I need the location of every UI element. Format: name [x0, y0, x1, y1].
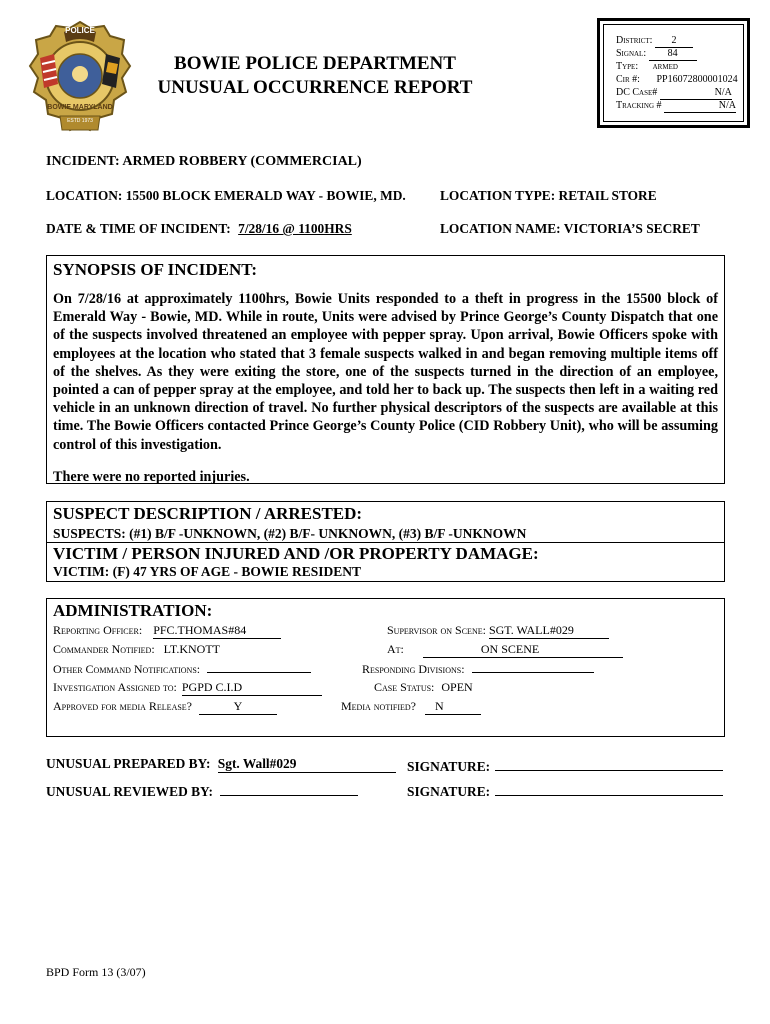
- report-title: [150, 52, 480, 100]
- signal-value: 84: [649, 48, 697, 61]
- synopsis-text: On 7/28/16 at approximately 1100hrs, Bowie Units responded to a theft in progress in the 15500 block of Emerald Way - Bowie, MD. While in route, Units were advised by Prince George’s County Dispatch that one of the suspects involved threatened an employee with pepper spray. Upon arrival, Bowie Officers spoke with employees at the location who stated that 3 female suspects walked in and began removing multiple items off of the shelves. As they were exiting the store, one of the suspects turned in the direction of an employee, pointed a can of pepper spray at the employee, and told her to back up. The suspects then left in a waiting red vehicle in an unknown direction of travel. No further physical descriptors of the suspects are available at this time. The Bowie Officers contacted Prince George’s County Police (CID Robbery Unit), who will be assuming control of this investigation.: [53, 291, 718, 453]
- datetime-value: 7/28/16 @ 1100HRS: [238, 221, 352, 236]
- investigation-row: [53, 680, 322, 696]
- datetime-line: [46, 221, 352, 237]
- report-type-title: UNUSUAL OCCURRENCE REPORT: [157, 77, 473, 98]
- suspect-section: [46, 501, 725, 543]
- seal-bottom-text: BOWIE MARYLAND: [47, 104, 113, 111]
- datetime-label: DATE & TIME OF INCIDENT:: [46, 221, 231, 236]
- location-name-line: LOCATION NAME: VICTORIA’S SECRET: [440, 221, 700, 236]
- media-notified-label: Media notified?: [341, 699, 416, 713]
- at-value: ON SCENE: [423, 642, 623, 658]
- dc-case-label: DC Case#: [616, 87, 658, 98]
- district-value: 2: [655, 35, 693, 48]
- victim-text: VICTIM: (F) 47 YRS OF AGE - BOWIE RESIDENT: [53, 564, 362, 579]
- case-status-label: Case Status:: [374, 680, 435, 694]
- case-status-row: [374, 680, 473, 695]
- media-notified-value: N: [425, 699, 481, 715]
- commander-value: LT.KNOTT: [163, 642, 220, 656]
- dc-case-value: N/A: [660, 87, 732, 100]
- investigation-label: Investigation Assigned to:: [53, 680, 177, 694]
- commander-row: [53, 642, 220, 657]
- reporting-officer-label: Reporting Officer:: [53, 623, 143, 637]
- signature-field-2[interactable]: [495, 781, 723, 796]
- case-status-value: OPEN: [441, 680, 473, 694]
- location-line: LOCATION: 15500 BLOCK EMERALD WAY - BOWIE, MD.: [46, 188, 406, 203]
- administration-section: [46, 598, 725, 737]
- form-id: BPD Form 13 (3/07): [46, 965, 146, 979]
- supervisor-label: Supervisor on Scene:: [387, 623, 486, 637]
- type-label: Type:: [616, 61, 639, 72]
- media-release-label: Approved for media Release?: [53, 699, 193, 713]
- incident-line: INCIDENT: ARMED ROBBERY (COMMERCIAL): [46, 154, 362, 169]
- signal-row: [616, 48, 697, 61]
- location-type-line: LOCATION TYPE: RETAIL STORE: [440, 188, 657, 203]
- dc-case-row: [616, 87, 732, 100]
- prepared-by-label: UNUSUAL PREPARED BY:: [46, 756, 211, 771]
- reporting-officer-row: [53, 623, 281, 639]
- police-seal-logo: [24, 18, 136, 146]
- suspect-text: SUSPECTS: (#1) B/F -UNKNOWN, (#2) B/F- UNKNOWN, (#3) B/F -UNKNOWN: [53, 526, 527, 541]
- district-row: [616, 35, 693, 48]
- prepared-by-value: Sgt. Wall#029: [218, 756, 396, 773]
- seal-banner-text: ESTD 1973: [67, 118, 93, 124]
- at-row: [387, 642, 623, 658]
- cir-value: PP16072800001024: [656, 74, 738, 85]
- tracking-label: Tracking #: [616, 100, 662, 111]
- cir-label: Cir #:: [616, 74, 640, 85]
- signal-label: Signal:: [616, 48, 647, 59]
- supervisor-value: SGT. WALL#029: [489, 623, 609, 639]
- investigation-value: PGPD C.I.D: [182, 680, 322, 696]
- synopsis-heading: SYNOPSIS OF INCIDENT:: [53, 260, 258, 279]
- responding-value: [472, 661, 594, 673]
- responding-label: Responding Divisions:: [362, 662, 465, 676]
- victim-heading: VICTIM / PERSON INJURED AND /OR PROPERTY DAMAGE:: [53, 544, 539, 563]
- type-value: armed: [652, 61, 678, 72]
- media-release-row: [53, 699, 277, 715]
- media-release-value: Y: [199, 699, 277, 715]
- tracking-row: [616, 100, 736, 113]
- signature-label-1: SIGNATURE:: [407, 759, 491, 774]
- media-notified-row: [341, 699, 481, 715]
- other-command-value: [207, 661, 311, 673]
- injuries-text: There were no reported injuries.: [53, 469, 250, 485]
- signature-row-2: [407, 781, 723, 800]
- suspect-heading: SUSPECT DESCRIPTION / ARRESTED:: [53, 504, 363, 523]
- synopsis-section: [46, 255, 725, 484]
- case-info-box: [597, 18, 750, 128]
- signature-field-1[interactable]: [495, 756, 723, 771]
- seal-top-text: POLICE: [65, 26, 95, 35]
- commander-label: Commander Notified:: [53, 642, 155, 656]
- responding-row: [362, 661, 594, 677]
- reviewed-by-field[interactable]: [220, 781, 358, 796]
- other-command-row: [53, 661, 311, 677]
- reviewed-by-label: UNUSUAL REVIEWED BY:: [46, 784, 213, 799]
- signature-label-2: SIGNATURE:: [407, 784, 491, 799]
- signature-row-1: [407, 756, 723, 775]
- victim-section: [46, 542, 725, 582]
- reviewed-by-row: [46, 781, 358, 800]
- cir-row: [616, 74, 738, 86]
- tracking-value: N/A: [664, 100, 736, 113]
- reporting-officer-value: PFC.THOMAS#84: [153, 623, 281, 639]
- other-command-label: Other Command Notifications:: [53, 662, 201, 676]
- type-row: [616, 61, 678, 73]
- supervisor-row: [387, 623, 609, 639]
- department-title: BOWIE POLICE DEPARTMENT: [174, 53, 456, 74]
- case-info-inner-border: [603, 24, 744, 122]
- at-label: At:: [387, 642, 404, 656]
- prepared-by-row: [46, 756, 396, 773]
- district-label: District:: [616, 35, 653, 46]
- administration-heading: ADMINISTRATION:: [53, 601, 213, 620]
